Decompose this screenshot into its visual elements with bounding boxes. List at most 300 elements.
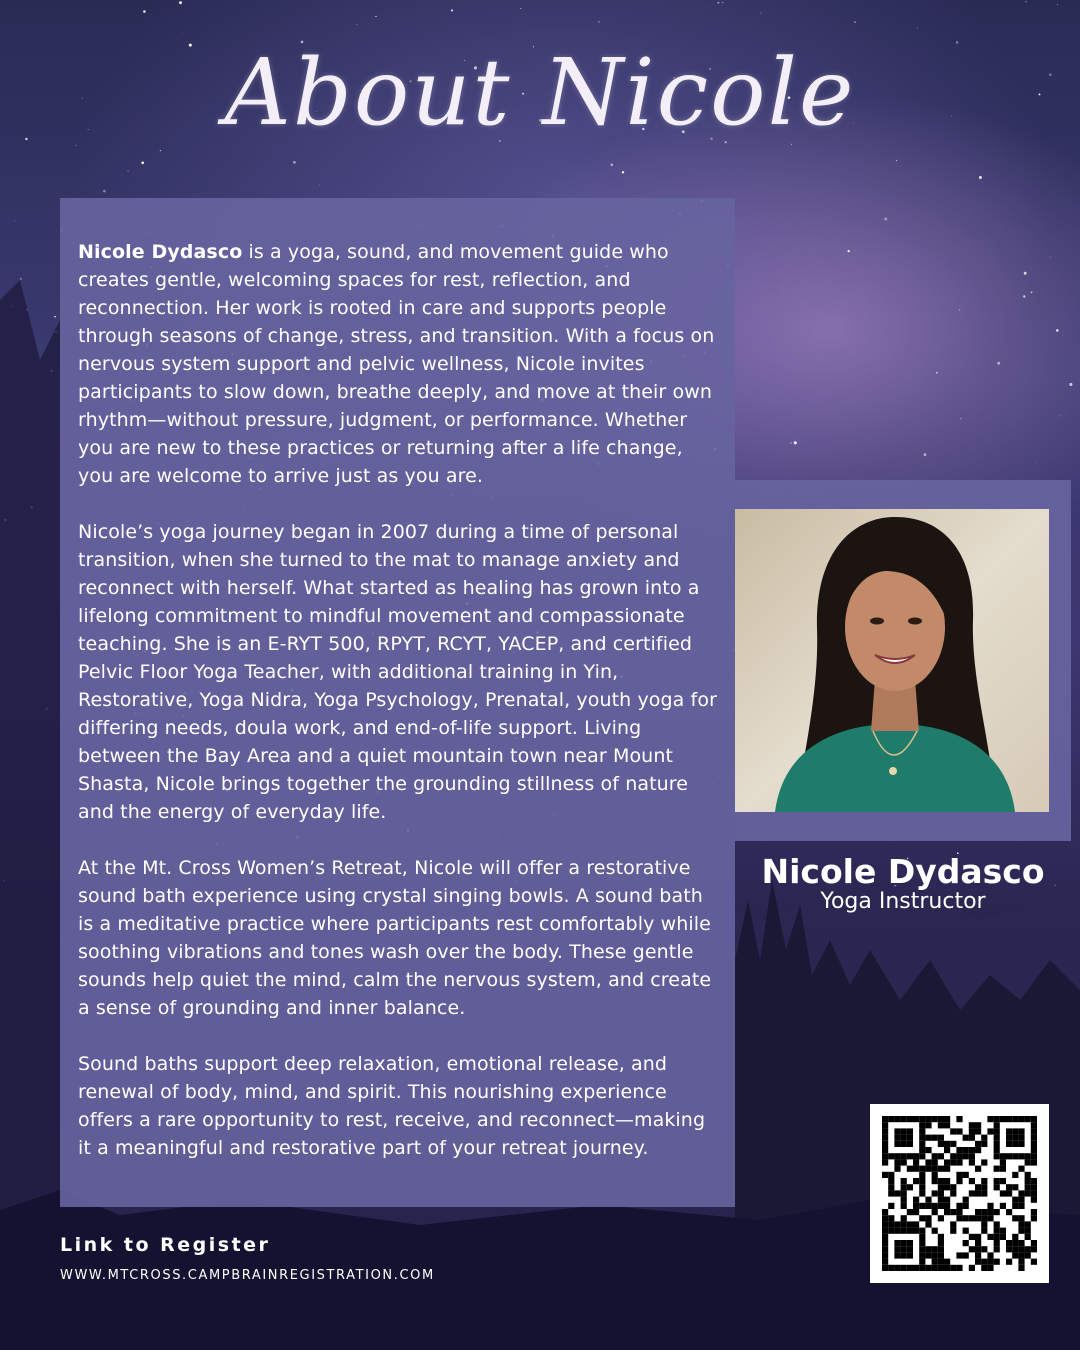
qr-module xyxy=(894,1228,900,1234)
qr-module xyxy=(981,1209,987,1215)
qr-module xyxy=(901,1252,907,1258)
qr-module xyxy=(1018,1215,1024,1221)
qr-module xyxy=(882,1252,888,1258)
qr-module xyxy=(1012,1141,1018,1147)
bio-paragraph-3: At the Mt. Cross Women’s Retreat, Nicole will offer a restorative sound bath experience using crystal singing bowls. A sound bath is a meditative practice where participants rest comfortably while soothing vibrations and tones wash over the body. These gentle sounds help quiet the mind, calm the nervous system, and create a sense of grounding and inner balance. xyxy=(78,857,712,1019)
qr-module xyxy=(1018,1240,1024,1246)
qr-module xyxy=(981,1228,987,1234)
qr-module xyxy=(932,1116,938,1122)
qr-module xyxy=(950,1153,956,1159)
qr-module xyxy=(894,1128,900,1134)
qr-module xyxy=(969,1190,975,1196)
qr-module xyxy=(975,1215,981,1221)
qr-module xyxy=(938,1265,944,1271)
qr-module xyxy=(932,1252,938,1258)
qr-module xyxy=(975,1122,981,1128)
qr-module xyxy=(901,1215,907,1221)
qr-module xyxy=(913,1159,919,1165)
qr-module xyxy=(932,1265,938,1271)
qr-module xyxy=(901,1228,907,1234)
qr-module xyxy=(956,1147,962,1153)
qr-module xyxy=(919,1203,925,1209)
qr-module xyxy=(894,1153,900,1159)
qr-module xyxy=(894,1190,900,1196)
qr-module xyxy=(994,1228,1000,1234)
qr-module xyxy=(1012,1215,1018,1221)
qr-module xyxy=(969,1159,975,1165)
qr-module xyxy=(919,1172,925,1178)
qr-module xyxy=(901,1116,907,1122)
qr-module xyxy=(938,1240,944,1246)
qr-module xyxy=(882,1240,888,1246)
qr-module xyxy=(888,1172,894,1178)
qr-module xyxy=(1025,1234,1031,1240)
qr-module xyxy=(894,1265,900,1271)
qr-module xyxy=(1006,1246,1012,1252)
qr-module xyxy=(994,1153,1000,1159)
qr-module xyxy=(882,1153,888,1159)
qr-module xyxy=(932,1246,938,1252)
qr-module xyxy=(975,1252,981,1258)
qr-module xyxy=(987,1209,993,1215)
qr-module xyxy=(944,1184,950,1190)
qr-module xyxy=(994,1122,1000,1128)
qr-module xyxy=(925,1203,931,1209)
qr-module xyxy=(925,1122,931,1128)
qr-module xyxy=(1031,1128,1037,1134)
qr-module xyxy=(956,1203,962,1209)
qr-module xyxy=(1018,1116,1024,1122)
qr-module xyxy=(894,1116,900,1122)
qr-module xyxy=(944,1159,950,1165)
qr-module xyxy=(932,1190,938,1196)
qr-module xyxy=(907,1141,913,1147)
qr-module xyxy=(901,1135,907,1141)
qr-module xyxy=(938,1184,944,1190)
qr-module xyxy=(913,1166,919,1172)
qr-module xyxy=(981,1265,987,1271)
qr-module xyxy=(888,1153,894,1159)
qr-module xyxy=(882,1234,888,1240)
qr-module xyxy=(919,1190,925,1196)
qr-module xyxy=(1000,1153,1006,1159)
qr-module xyxy=(919,1246,925,1252)
qr-module xyxy=(888,1221,894,1227)
qr-module xyxy=(1006,1240,1012,1246)
qr-module xyxy=(925,1135,931,1141)
qr-module xyxy=(950,1159,956,1165)
qr-module xyxy=(882,1215,888,1221)
qr-module xyxy=(932,1159,938,1165)
qr-module xyxy=(932,1178,938,1184)
qr-module xyxy=(938,1203,944,1209)
qr-module xyxy=(1031,1259,1037,1265)
profile-photo xyxy=(735,509,1049,812)
qr-module xyxy=(1025,1178,1031,1184)
qr-module xyxy=(944,1122,950,1128)
qr-module xyxy=(956,1116,962,1122)
qr-module xyxy=(907,1246,913,1252)
qr-module xyxy=(913,1153,919,1159)
qr-module xyxy=(1031,1159,1037,1165)
qr-module xyxy=(981,1141,987,1147)
qr-module xyxy=(938,1190,944,1196)
qr-module xyxy=(1000,1190,1006,1196)
qr-module xyxy=(987,1215,993,1221)
qr-module xyxy=(1006,1259,1012,1265)
qr-module xyxy=(1018,1246,1024,1252)
qr-module xyxy=(1025,1221,1031,1227)
qr-module xyxy=(907,1135,913,1141)
qr-module xyxy=(925,1221,931,1227)
qr-module xyxy=(925,1116,931,1122)
bio-paragraph-1-text: is a yoga, sound, and movement guide who creates gentle, welcoming spaces for rest, reflection, and reconnection. Her work is rooted in care and supports people through seasons of change, stress, and transition. With a focus on nervous system support and pelvic wellness, Nicole invites participants to slow down, breathe deeply, and move at their own rhythm—without pressure, judgment, or performance. Whether you are new to these practices or returning after a life change, you are welcome to arrive just as you are. xyxy=(78,241,715,487)
qr-module xyxy=(932,1153,938,1159)
qr-module xyxy=(1000,1178,1006,1184)
qr-module xyxy=(963,1240,969,1246)
qr-module xyxy=(901,1178,907,1184)
qr-module xyxy=(1031,1209,1037,1215)
qr-module xyxy=(975,1141,981,1147)
qr-module xyxy=(944,1166,950,1172)
qr-module xyxy=(894,1246,900,1252)
qr-module xyxy=(938,1135,944,1141)
qr-module xyxy=(882,1128,888,1134)
qr-module xyxy=(944,1203,950,1209)
qr-module xyxy=(956,1128,962,1134)
qr-module xyxy=(963,1203,969,1209)
qr-module xyxy=(919,1234,925,1240)
qr-module xyxy=(901,1128,907,1134)
qr-module xyxy=(981,1221,987,1227)
qr-module xyxy=(938,1197,944,1203)
qr-module xyxy=(994,1234,1000,1240)
qr-module xyxy=(944,1141,950,1147)
qr-module xyxy=(1018,1221,1024,1227)
qr-module xyxy=(944,1178,950,1184)
qr-module xyxy=(882,1209,888,1215)
qr-module xyxy=(901,1197,907,1203)
qr-module xyxy=(1018,1265,1024,1271)
qr-module xyxy=(919,1153,925,1159)
qr-module xyxy=(901,1153,907,1159)
qr-module xyxy=(1031,1184,1037,1190)
qr-module xyxy=(987,1265,993,1271)
qr-module xyxy=(1025,1252,1031,1258)
qr-module xyxy=(913,1197,919,1203)
qr-module xyxy=(956,1153,962,1159)
qr-module xyxy=(1031,1153,1037,1159)
qr-module xyxy=(907,1221,913,1227)
qr-module xyxy=(956,1252,962,1258)
qr-module xyxy=(994,1141,1000,1147)
qr-module xyxy=(888,1178,894,1184)
qr-module xyxy=(919,1240,925,1246)
qr-module xyxy=(994,1240,1000,1246)
qr-module xyxy=(994,1184,1000,1190)
qr-module xyxy=(994,1178,1000,1184)
qr-module xyxy=(956,1215,962,1221)
qr-module xyxy=(987,1259,993,1265)
qr-module xyxy=(963,1153,969,1159)
qr-module xyxy=(969,1178,975,1184)
qr-module xyxy=(981,1159,987,1165)
qr-module xyxy=(882,1172,888,1178)
qr-module xyxy=(888,1265,894,1271)
qr-module xyxy=(975,1147,981,1153)
qr-module xyxy=(975,1128,981,1134)
qr-module xyxy=(963,1228,969,1234)
qr-module xyxy=(969,1215,975,1221)
qr-module xyxy=(894,1221,900,1227)
bio-panel xyxy=(60,198,735,1207)
qr-module xyxy=(938,1141,944,1147)
qr-module xyxy=(969,1128,975,1134)
qr-module xyxy=(944,1197,950,1203)
qr-module xyxy=(981,1178,987,1184)
qr-module xyxy=(1018,1153,1024,1159)
qr-module xyxy=(1025,1190,1031,1196)
qr-module xyxy=(925,1265,931,1271)
qr-module xyxy=(907,1184,913,1190)
qr-module xyxy=(969,1234,975,1240)
qr-module xyxy=(1031,1197,1037,1203)
qr-module xyxy=(907,1265,913,1271)
qr-module xyxy=(938,1153,944,1159)
qr-module xyxy=(975,1240,981,1246)
qr-module xyxy=(1031,1135,1037,1141)
qr-module xyxy=(919,1252,925,1258)
qr-module xyxy=(1031,1147,1037,1153)
qr-module xyxy=(901,1159,907,1165)
qr-module xyxy=(1031,1178,1037,1184)
qr-module xyxy=(956,1209,962,1215)
bio-paragraph-4: Sound baths support deep relaxation, emotional release, and renewal of body, mind, and spirit. This nourishing experience offers a rare opportunity to rest, receive, and reconnect—making it a meaningful and restorative part of your retreat journey. xyxy=(78,1053,706,1159)
qr-module xyxy=(919,1141,925,1147)
qr-module xyxy=(994,1221,1000,1227)
qr-module xyxy=(1018,1128,1024,1134)
qr-module xyxy=(994,1166,1000,1172)
qr-module xyxy=(907,1228,913,1234)
qr-module xyxy=(1012,1240,1018,1246)
qr-module xyxy=(925,1166,931,1172)
qr-module xyxy=(919,1184,925,1190)
qr-module xyxy=(981,1246,987,1252)
qr-module xyxy=(944,1259,950,1265)
qr-module xyxy=(1000,1234,1006,1240)
qr-module xyxy=(913,1265,919,1271)
qr-module xyxy=(1012,1172,1018,1178)
qr-code[interactable] xyxy=(870,1104,1049,1283)
qr-module xyxy=(938,1178,944,1184)
qr-module xyxy=(901,1221,907,1227)
qr-module xyxy=(932,1135,938,1141)
qr-module xyxy=(919,1178,925,1184)
qr-module xyxy=(1018,1135,1024,1141)
qr-module xyxy=(944,1265,950,1271)
qr-module xyxy=(981,1215,987,1221)
qr-module xyxy=(913,1178,919,1184)
qr-module xyxy=(1006,1128,1012,1134)
bio-name-bold: Nicole Dydasco xyxy=(78,241,243,263)
qr-module xyxy=(938,1234,944,1240)
qr-module xyxy=(963,1197,969,1203)
qr-module xyxy=(894,1252,900,1258)
qr-module xyxy=(882,1228,888,1234)
qr-module xyxy=(1012,1135,1018,1141)
qr-module xyxy=(1018,1190,1024,1196)
qr-module xyxy=(919,1166,925,1172)
qr-module xyxy=(975,1259,981,1265)
qr-module xyxy=(975,1209,981,1215)
qr-module xyxy=(882,1265,888,1271)
qr-module xyxy=(919,1215,925,1221)
qr-module xyxy=(950,1209,956,1215)
qr-module xyxy=(882,1122,888,1128)
qr-module xyxy=(1025,1172,1031,1178)
qr-module xyxy=(994,1246,1000,1252)
qr-module xyxy=(1018,1141,1024,1147)
qr-module xyxy=(907,1128,913,1134)
qr-module xyxy=(894,1159,900,1165)
qr-module xyxy=(1012,1203,1018,1209)
qr-module xyxy=(1012,1153,1018,1159)
qr-module xyxy=(919,1128,925,1134)
qr-module xyxy=(925,1252,931,1258)
qr-module xyxy=(969,1122,975,1128)
qr-module xyxy=(956,1172,962,1178)
qr-module xyxy=(1018,1203,1024,1209)
qr-module xyxy=(913,1228,919,1234)
qr-module xyxy=(888,1228,894,1234)
qr-module xyxy=(894,1141,900,1147)
qr-module xyxy=(987,1234,993,1240)
qr-module xyxy=(907,1240,913,1246)
qr-module xyxy=(994,1116,1000,1122)
qr-module xyxy=(901,1141,907,1147)
qr-module xyxy=(1025,1228,1031,1234)
qr-module xyxy=(1018,1228,1024,1234)
qr-module xyxy=(913,1209,919,1215)
qr-module xyxy=(1025,1159,1031,1165)
qr-module xyxy=(994,1135,1000,1141)
qr-module xyxy=(938,1116,944,1122)
qr-module xyxy=(975,1190,981,1196)
qr-module xyxy=(882,1141,888,1147)
qr-module xyxy=(1012,1197,1018,1203)
qr-module xyxy=(932,1203,938,1209)
qr-module xyxy=(932,1228,938,1234)
qr-module xyxy=(1000,1116,1006,1122)
qr-module xyxy=(950,1128,956,1134)
qr-module xyxy=(882,1116,888,1122)
qr-module xyxy=(1000,1228,1006,1234)
qr-module xyxy=(981,1184,987,1190)
qr-module xyxy=(901,1240,907,1246)
qr-module xyxy=(919,1228,925,1234)
qr-module xyxy=(919,1135,925,1141)
qr-module xyxy=(901,1246,907,1252)
qr-module xyxy=(950,1190,956,1196)
register-label[interactable]: Link to Register xyxy=(60,1234,271,1256)
qr-module xyxy=(1018,1259,1024,1265)
qr-module xyxy=(882,1259,888,1265)
qr-module xyxy=(994,1209,1000,1215)
qr-module xyxy=(1031,1246,1037,1252)
qr-module xyxy=(888,1190,894,1196)
qr-module xyxy=(1000,1203,1006,1209)
qr-module xyxy=(1018,1166,1024,1172)
qr-module xyxy=(950,1228,956,1234)
qr-module xyxy=(956,1265,962,1271)
qr-module xyxy=(894,1135,900,1141)
qr-module xyxy=(938,1215,944,1221)
qr-module xyxy=(944,1209,950,1215)
qr-module xyxy=(925,1159,931,1165)
qr-module xyxy=(969,1246,975,1252)
qr-module xyxy=(882,1246,888,1252)
qr-module xyxy=(987,1116,993,1122)
qr-module xyxy=(963,1172,969,1178)
qr-module xyxy=(901,1184,907,1190)
qr-module xyxy=(963,1215,969,1221)
qr-module xyxy=(1018,1197,1024,1203)
profile-name: Nicole Dydasco xyxy=(761,852,1045,891)
qr-module xyxy=(950,1265,956,1271)
qr-module xyxy=(907,1209,913,1215)
qr-module xyxy=(938,1166,944,1172)
qr-module xyxy=(894,1166,900,1172)
qr-module xyxy=(907,1252,913,1258)
qr-module xyxy=(1031,1240,1037,1246)
qr-module xyxy=(925,1215,931,1221)
qr-module xyxy=(1012,1234,1018,1240)
qr-module xyxy=(944,1147,950,1153)
qr-module xyxy=(950,1221,956,1227)
bio-paragraph-1 xyxy=(78,238,717,490)
qr-module xyxy=(1031,1190,1037,1196)
qr-module xyxy=(1012,1184,1018,1190)
qr-module xyxy=(1018,1252,1024,1258)
qr-module xyxy=(987,1203,993,1209)
qr-module xyxy=(994,1128,1000,1134)
qr-module xyxy=(994,1147,1000,1153)
qr-module xyxy=(969,1153,975,1159)
qr-module xyxy=(882,1135,888,1141)
qr-module xyxy=(888,1203,894,1209)
qr-module xyxy=(932,1259,938,1265)
qr-module xyxy=(987,1252,993,1258)
qr-module xyxy=(1025,1116,1031,1122)
qr-module xyxy=(956,1178,962,1184)
qr-module xyxy=(919,1265,925,1271)
qr-module xyxy=(882,1159,888,1165)
qr-module xyxy=(1012,1252,1018,1258)
qr-module xyxy=(882,1147,888,1153)
qr-module xyxy=(969,1265,975,1271)
qr-module xyxy=(925,1246,931,1252)
qr-module xyxy=(944,1116,950,1122)
qr-module xyxy=(950,1184,956,1190)
qr-module xyxy=(981,1259,987,1265)
qr-module xyxy=(919,1122,925,1128)
page-title: About Nicole xyxy=(224,39,856,146)
qr-module xyxy=(963,1135,969,1141)
qr-module xyxy=(919,1116,925,1122)
qr-module xyxy=(919,1147,925,1153)
qr-module xyxy=(1006,1116,1012,1122)
register-url[interactable]: WWW.MTCROSS.CAMPBRAINREGISTRATION.COM xyxy=(60,1268,435,1283)
